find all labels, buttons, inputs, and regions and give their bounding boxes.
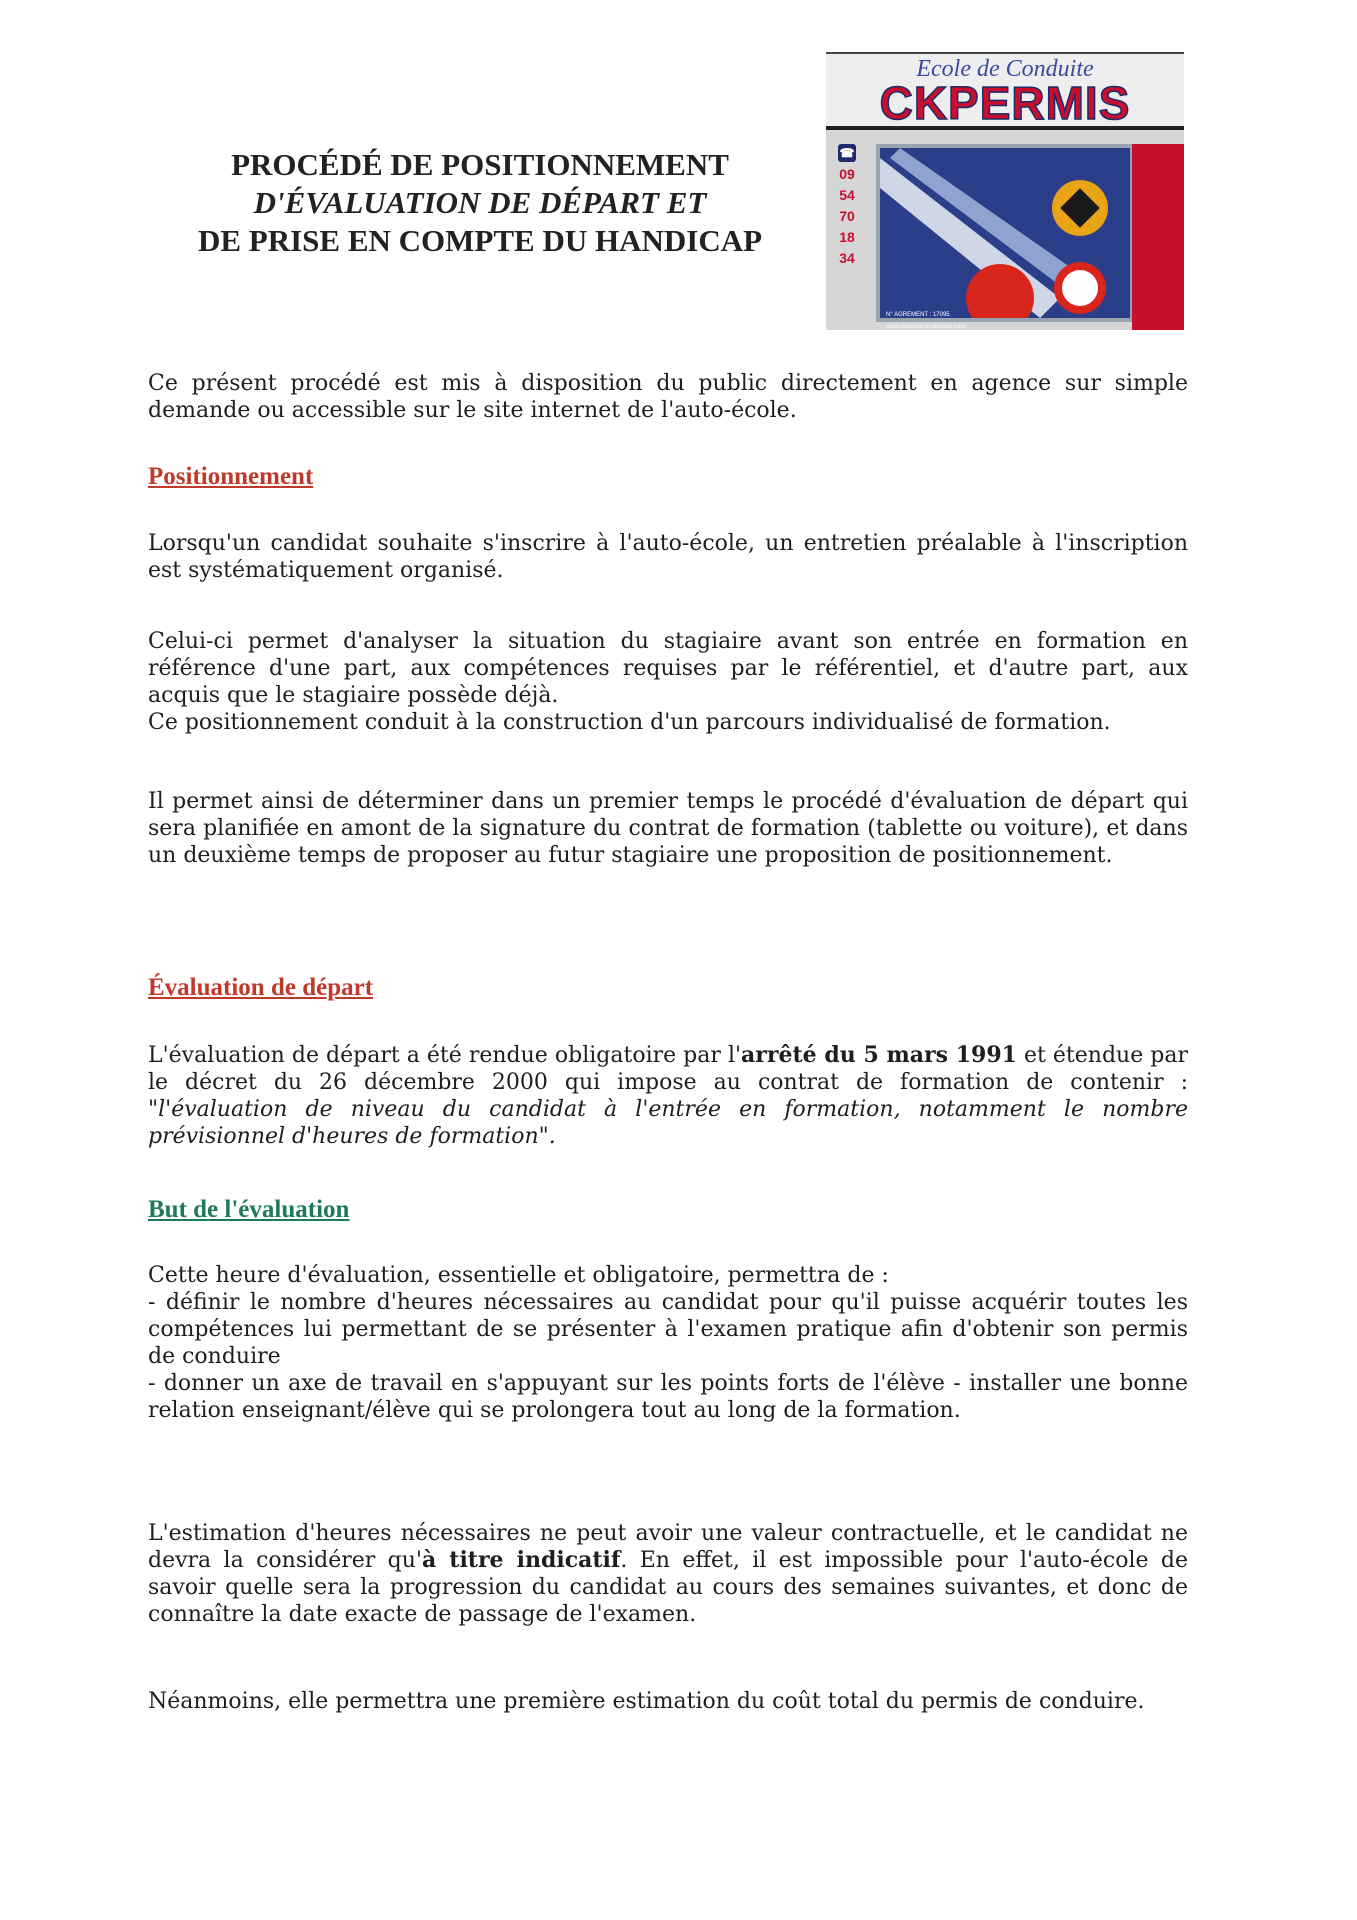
phone-digit: 54 [839,187,855,203]
heading-evaluation-depart: Évaluation de départ [148,974,374,1001]
heading-positionnement: Positionnement [148,463,314,490]
phone-digit: 18 [839,229,855,245]
side-panel [1132,144,1184,330]
title-line-2: D'ÉVALUATION DE DÉPART ET [253,185,707,220]
phone-digit: 34 [839,250,855,266]
evaluation-paragraph: L'évaluation de départ a été rendue obligatoire par l'arrêté du 5 mars 1991 et étendue par le décret du 26 décembre 2000 qui impose au contrat de formation de contenir : "l'évaluation de niveau du candidat à l'entrée en formation, notamment le nombre prévisionnel d'heures de formation". [148,1042,1188,1149]
heading-but-evaluation: But de l'évaluation [148,1196,350,1223]
storefront-photo [826,52,1184,330]
positionnement-paragraph-2: Celui-ci permet d'analyser la situation du stagiaire avant son entrée en formation en référence d'une part, aux compétences requises par le référentiel, et d'autre part, aux acquis que le stagiaire possède déjà. Ce positionnement conduit à la construction d'un parcours individualisé de formation. [148,629,1188,735]
phone-icon: ☎ [839,146,855,160]
sign-script-text: Ecole de Conduite [916,56,1094,82]
title-line-1: PROCÉDÉ DE POSITIONNEMENT [231,147,729,182]
intro-paragraph: Ce présent procédé est mis à disposition du public directement en agence sur simple demande ou accessible sur le site internet de l'auto-école. [148,371,1188,423]
shop-window [876,144,1134,322]
but-paragraph-1: Cette heure d'évaluation, essentielle et obligatoire, permettra de : - définir le nombre d'heures nécessaires au candidat pour qu'il puisse acquérir toutes les compétences lui permettant de se présenter à l'examen pratique afin d'obtenir son permis de conduire - donner un axe de travail en s'appuyant sur les points forts de l'élève - installer une bonne relation enseignant/élève qui se prolongera tout au long de la formation. [148,1263,1188,1423]
document-title [150,146,810,260]
shop-sign [826,54,1184,130]
agreement-number: N° AGREMENT : 17095 [886,312,950,318]
positionnement-paragraph-3: Il permet ainsi de déterminer dans un premier temps le procédé d'évaluation de départ qui sera planifiée en amont de la signature du contrat de formation (tablette ou voiture), et dans un deuxième temps de proposer au futur stagiaire une proposition de positionnement. [148,789,1188,868]
but-paragraph-3: Néanmoins, elle permettra une première estimation du coût total du permis de conduire. [148,1689,1145,1714]
brand-logo: CKPERMIS [879,77,1131,129]
website-text: www.ckpermis.e-monsite.com [886,324,966,330]
phone-digit: 70 [839,208,855,224]
but-paragraph-2: L'estimation d'heures nécessaires ne peut avoir une valeur contractuelle, et le candidat ne devra la considérer qu'à titre indicatif. En effet, il est impossible pour l'auto-école de savoir quelle sera la progression du candidat au cours des semaines suivantes, et donc de connaître la date exacte de passage de l'examen. [148,1521,1188,1627]
phone-number-strip [832,144,862,269]
positionnement-paragraph-1: Lorsqu'un candidat souhaite s'inscrire à l'auto-école, un entretien préalable à l'inscription est systématiquement organisé. [148,531,1188,583]
phone-digit: 09 [839,166,855,182]
title-line-3: DE PRISE EN COMPTE DU HANDICAP [197,223,763,258]
window-graphic [880,148,1130,318]
